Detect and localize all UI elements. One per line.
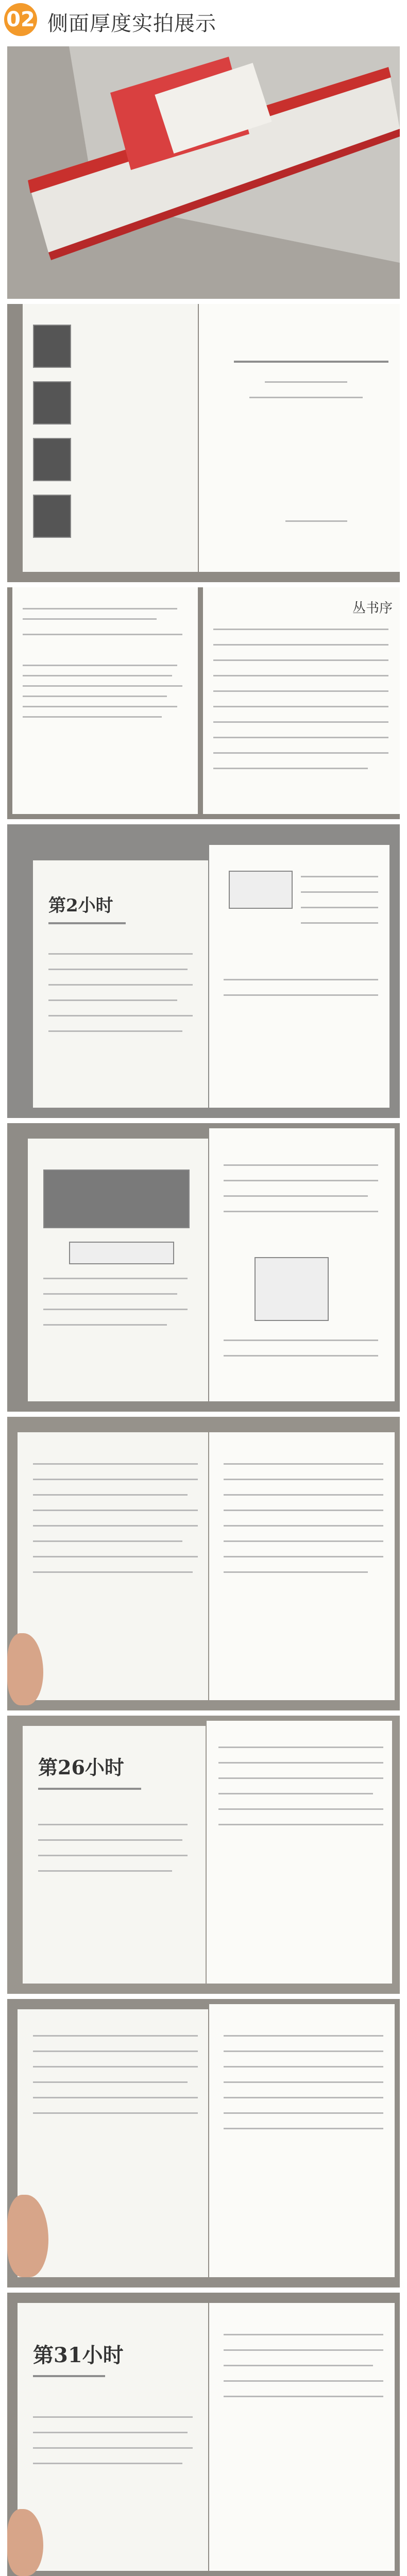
photo-diagram-spread <box>7 1123 400 1412</box>
chapter-number-heading: 第31小时 <box>33 2343 124 2367</box>
section-header <box>0 0 407 44</box>
preface-heading: 丛书序 <box>352 601 393 616</box>
chapter-number-heading: 第26小时 <box>38 1756 124 1779</box>
section-title: 侧面厚度实拍展示 <box>47 12 216 35</box>
section-number-badge: 02 <box>4 3 37 36</box>
photo-text-spread <box>7 1417 400 1710</box>
chapter-number-heading: 第2小时 <box>48 895 113 916</box>
photo-copyright-preface-spread <box>7 587 400 819</box>
photo-book-side-thickness <box>7 46 400 299</box>
photo-title-page-spread <box>7 304 400 582</box>
photo-chapter-26-spread <box>7 1716 400 1994</box>
photo-chapter-2-spread <box>7 824 400 1118</box>
book-side-illustration <box>7 46 400 299</box>
photo-dense-text-spread <box>7 1999 400 2287</box>
photo-chapter-31-spread <box>7 2293 400 2576</box>
